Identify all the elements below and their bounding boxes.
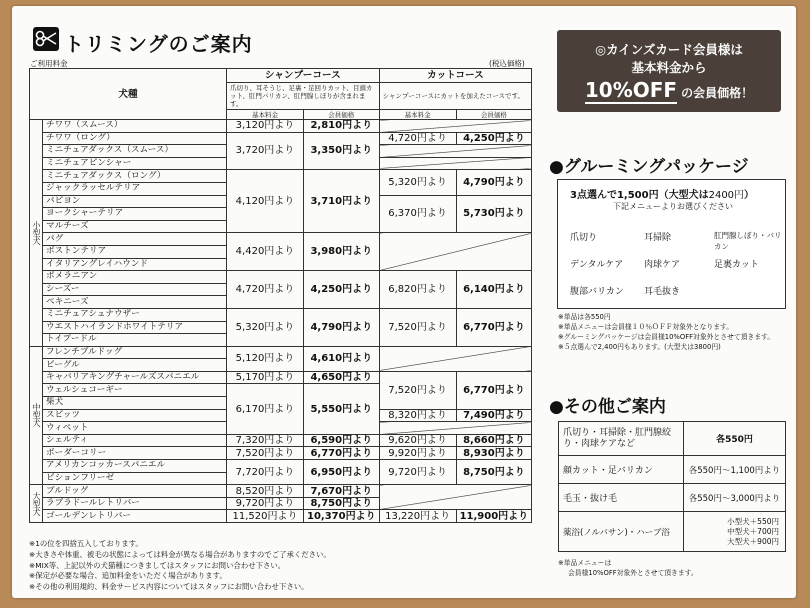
cut-base-price: 8,320円より: [379, 409, 456, 422]
breed-name: イタリアングレイハウンド: [43, 258, 227, 271]
not-available-cell: [379, 233, 532, 271]
note-line: ※大きさや体重、被毛の状態によっては料金が異なる場合がありますのでご了承ください。: [29, 549, 331, 559]
table-row: [30, 434, 532, 447]
price-small: 小型犬＋550円: [727, 516, 779, 526]
size-label: 大型犬: [30, 485, 43, 523]
cut-base-price: 6,370円より: [379, 195, 456, 233]
shampoo-member-price: 6,950円より: [304, 460, 380, 485]
breed-name: パピヨン: [43, 195, 227, 208]
breed-name: 柴犬: [43, 397, 227, 410]
other-note: ※単品メニューは: [558, 559, 612, 567]
package-item: 耳毛抜き: [644, 287, 681, 297]
sub-header: 会員価格: [304, 110, 380, 120]
cut-member-price: 7,490円より: [456, 409, 532, 422]
breed-name: ヨークシャーテリア: [43, 208, 227, 221]
table-row: [30, 510, 532, 523]
breed-name: マルチーズ: [43, 220, 227, 233]
package-title: ●グルーミングパッケージ: [549, 157, 749, 177]
shampoo-base-price: 8,520円より: [227, 485, 304, 498]
breed-name: チワワ（ロング）: [43, 132, 227, 145]
note-line: ※1の位を四捨五入しております。: [29, 539, 143, 548]
table-row: [30, 460, 532, 473]
breed-name: ペキニーズ: [43, 296, 227, 309]
shampoo-member-price: 10,370円より: [304, 510, 380, 523]
not-available-cell: [379, 145, 532, 158]
cut-member-price: 4,790円より: [456, 170, 532, 195]
cut-member-price: 8,930円より: [456, 447, 532, 460]
shampoo-base-price: 7,320円より: [227, 434, 304, 447]
cut-member-price: 6,770円より: [456, 308, 532, 346]
breed-name: チワワ（スムース）: [43, 120, 227, 133]
table-row: [30, 308, 532, 321]
shampoo-desc: 爪切り、耳そうじ、足裏・足回りカット、目頭カット、肛門バリカン、肛門腺しぼりが含まれます。: [227, 83, 380, 110]
price-notes: [29, 539, 331, 593]
other-item-price: 各550円〜3,000円より: [684, 484, 786, 512]
page-title: トリミングのご案内: [64, 32, 253, 56]
table-row: [30, 233, 532, 246]
scissors-icon: [32, 26, 60, 56]
not-available-cell: [379, 422, 532, 435]
cut-desc: シャンプーコースにカットを加えたコースです。: [379, 83, 532, 110]
other-item-price: [684, 512, 786, 552]
breed-name: ポメラニアン: [43, 271, 227, 284]
breed-name: ビションフリーゼ: [43, 472, 227, 485]
note-line: ※保定が必要な場合、追加料金をいただく場合があります。: [29, 571, 227, 581]
sub-header: 基本料金: [379, 110, 456, 120]
cut-member-price: 6,770円より: [456, 371, 532, 409]
breed-name: ブルドッグ: [43, 485, 227, 498]
shampoo-base-price: 3,720円より: [227, 132, 304, 170]
breed-name: ゴールデンレトリバー: [43, 510, 227, 523]
other-item-name: 爪切り・耳掃除・肛門腺絞り・肉球ケアなど: [559, 422, 684, 456]
shampoo-base-price: 3,120円より: [227, 120, 304, 133]
size-label: 中型犬: [30, 346, 43, 485]
breed-name: ウェルシュコーギー: [43, 384, 227, 397]
other-table: [558, 421, 786, 552]
shampoo-base-price: 4,720円より: [227, 271, 304, 309]
package-item: 腹部バリカン: [570, 287, 624, 297]
shampoo-member-price: 3,980円より: [304, 233, 380, 271]
breed-name: ウィペット: [43, 422, 227, 435]
breed-name: ミニチュアピンシャー: [43, 157, 227, 170]
size-label: 小型犬: [30, 120, 43, 347]
cut-base-price: 6,820円より: [379, 271, 456, 309]
tax-note: (税込価格): [489, 59, 525, 68]
shampoo-base-price: 4,120円より: [227, 170, 304, 233]
cut-base-price: 5,320円より: [379, 170, 456, 195]
breed-name: キャバリアキングチャールズスパニエル: [43, 371, 227, 384]
other-note: 会員様10%OFF対象外とさせて頂きます。: [568, 569, 698, 577]
breed-name: トイプードル: [43, 334, 227, 347]
cut-base-price: 7,520円より: [379, 371, 456, 409]
cut-base-price: 13,220円より: [379, 510, 456, 523]
price-large: 大型犬＋900円: [727, 536, 779, 546]
other-title: ●その他ご案内: [549, 397, 666, 417]
cut-member-price: 4,250円より: [456, 132, 532, 145]
member-discount-badge: [557, 30, 781, 112]
not-available-cell: [379, 485, 532, 510]
shampoo-member-price: 4,250円より: [304, 271, 380, 309]
breed-name: ビーグル: [43, 359, 227, 372]
shampoo-member-price: 5,550円より: [304, 384, 380, 434]
breed-name: ミニチュアシュナウザー: [43, 308, 227, 321]
table-row: [30, 485, 532, 498]
package-item: 耳掃除: [644, 233, 672, 243]
shampoo-member-price: 4,790円より: [304, 308, 380, 346]
breed-name: シーズー: [43, 283, 227, 296]
cut-member-price: 11,900円より: [456, 510, 532, 523]
shampoo-member-price: 2,810円より: [304, 120, 380, 133]
badge-line1: ◎カインズカード会員様は: [595, 42, 743, 57]
other-item-name: 顔カット・足バリカン: [559, 456, 684, 484]
badge-discount: 10%OFF: [584, 78, 678, 102]
shampoo-member-price: 6,770円より: [304, 447, 380, 460]
sub-header: 基本料金: [227, 110, 304, 120]
package-item: 爪切り: [570, 233, 598, 243]
shampoo-base-price: 7,720円より: [227, 460, 304, 485]
breed-name: ラブラドールレトリバー: [43, 497, 227, 510]
package-box: [557, 179, 786, 309]
other-item-name: 毛玉・抜け毛: [559, 484, 684, 512]
package-note: ※５点選んで2,400円もあります。(大型犬は3800円): [558, 343, 721, 351]
menu-sheet: [12, 6, 796, 598]
breed-name: フレンチブルドッグ: [43, 346, 227, 359]
shampoo-member-price: 3,350円より: [304, 132, 380, 170]
cut-member-price: 8,660円より: [456, 434, 532, 447]
cut-base-price: 9,920円より: [379, 447, 456, 460]
shampoo-member-price: 3,710円より: [304, 170, 380, 233]
shampoo-base-price: 7,520円より: [227, 447, 304, 460]
shampoo-base-price: 9,720円より: [227, 497, 304, 510]
note-line: ※その他の利用規約、料金サービス内容についてはスタッフにお問い合わせ下さい。: [29, 582, 309, 592]
shampoo-base-price: 4,420円より: [227, 233, 304, 271]
shampoo-member-price: 7,670円より: [304, 485, 380, 498]
package-notes: [558, 312, 774, 352]
breed-name: ボーダーコリー: [43, 447, 227, 460]
price-medium: 中型犬＋700円: [727, 526, 779, 536]
package-choose: 下記メニューよりお選びください: [613, 202, 733, 211]
other-item-price: 各550円〜1,100円より: [684, 456, 786, 484]
package-item: 肛門腺しぼり・バリカン: [714, 231, 782, 251]
shampoo-member-price: 4,610円より: [304, 346, 380, 371]
breed-name: ジャックラッセルテリア: [43, 182, 227, 195]
package-item: 足裏カット: [714, 260, 759, 270]
cut-member-price: 6,140円より: [456, 271, 532, 309]
shampoo-base-price: 5,120円より: [227, 346, 304, 371]
other-item-price: 各550円: [684, 422, 786, 456]
cut-base-price: 9,620円より: [379, 434, 456, 447]
table-row: [30, 447, 532, 460]
not-available-cell: [379, 120, 532, 133]
breed-name: シェルティ: [43, 434, 227, 447]
package-item: デンタルケア: [570, 260, 624, 270]
shampoo-header: シャンプーコース: [227, 69, 380, 83]
other-notes: [558, 558, 698, 578]
price-table: [29, 68, 532, 523]
table-row: [30, 346, 532, 359]
not-available-cell: [379, 346, 532, 371]
table-row: [30, 170, 532, 183]
cut-header: カットコース: [379, 69, 532, 83]
breed-header: 犬種: [30, 69, 227, 120]
package-price: 3点選んで1,500円（大型犬は2400円）: [570, 190, 755, 201]
shampoo-member-price: 6,590円より: [304, 434, 380, 447]
package-note: ※単品メニューは会員様１０％ＯＦＦ対象外となります。: [558, 323, 734, 331]
breed-name: ウエストハイランドホワイトテリア: [43, 321, 227, 334]
table-row: [30, 271, 532, 284]
badge-tail: の会員価格！: [681, 86, 754, 100]
table-row: [30, 120, 532, 133]
breed-name: アメリカンコッカースパニエル: [43, 460, 227, 473]
cut-base-price: 9,720円より: [379, 460, 456, 485]
table-row: [30, 371, 532, 384]
package-item: 肉球ケア: [644, 260, 681, 270]
note-line: ※MIX等、上記以外の犬猫種につきましてはスタッフにお問い合わせ下さい。: [29, 560, 286, 570]
other-item-name: 薬浴(ノルバサン)・ハーブ浴: [559, 512, 684, 552]
not-available-cell: [379, 157, 532, 170]
shampoo-base-price: 6,170円より: [227, 384, 304, 434]
cut-base-price: 7,520円より: [379, 308, 456, 346]
shampoo-member-price: 4,650円より: [304, 371, 380, 384]
shampoo-base-price: 5,170円より: [227, 371, 304, 384]
sub-header: 会員価格: [456, 110, 532, 120]
breed-name: ボストンテリア: [43, 245, 227, 258]
badge-line2: 基本料金から: [631, 60, 707, 75]
package-note: ※グルーミングパッケージは会員様10%OFF対象外とさせて頂きます。: [558, 333, 775, 341]
breed-name: スピッツ: [43, 409, 227, 422]
cut-member-price: 5,730円より: [456, 195, 532, 233]
usage-label: ご利用料金: [30, 59, 68, 68]
shampoo-base-price: 5,320円より: [227, 308, 304, 346]
breed-name: ミニチュアダックス（スムース）: [43, 145, 227, 158]
table-row: [30, 132, 532, 145]
shampoo-member-price: 8,750円より: [304, 497, 380, 510]
package-note: ※単品は各550円: [558, 313, 611, 321]
cut-base-price: 4,720円より: [379, 132, 456, 145]
breed-name: パグ: [43, 233, 227, 246]
shampoo-base-price: 11,520円より: [227, 510, 304, 523]
cut-member-price: 8,750円より: [456, 460, 532, 485]
breed-name: ミニチュアダックス（ロング）: [43, 170, 227, 183]
